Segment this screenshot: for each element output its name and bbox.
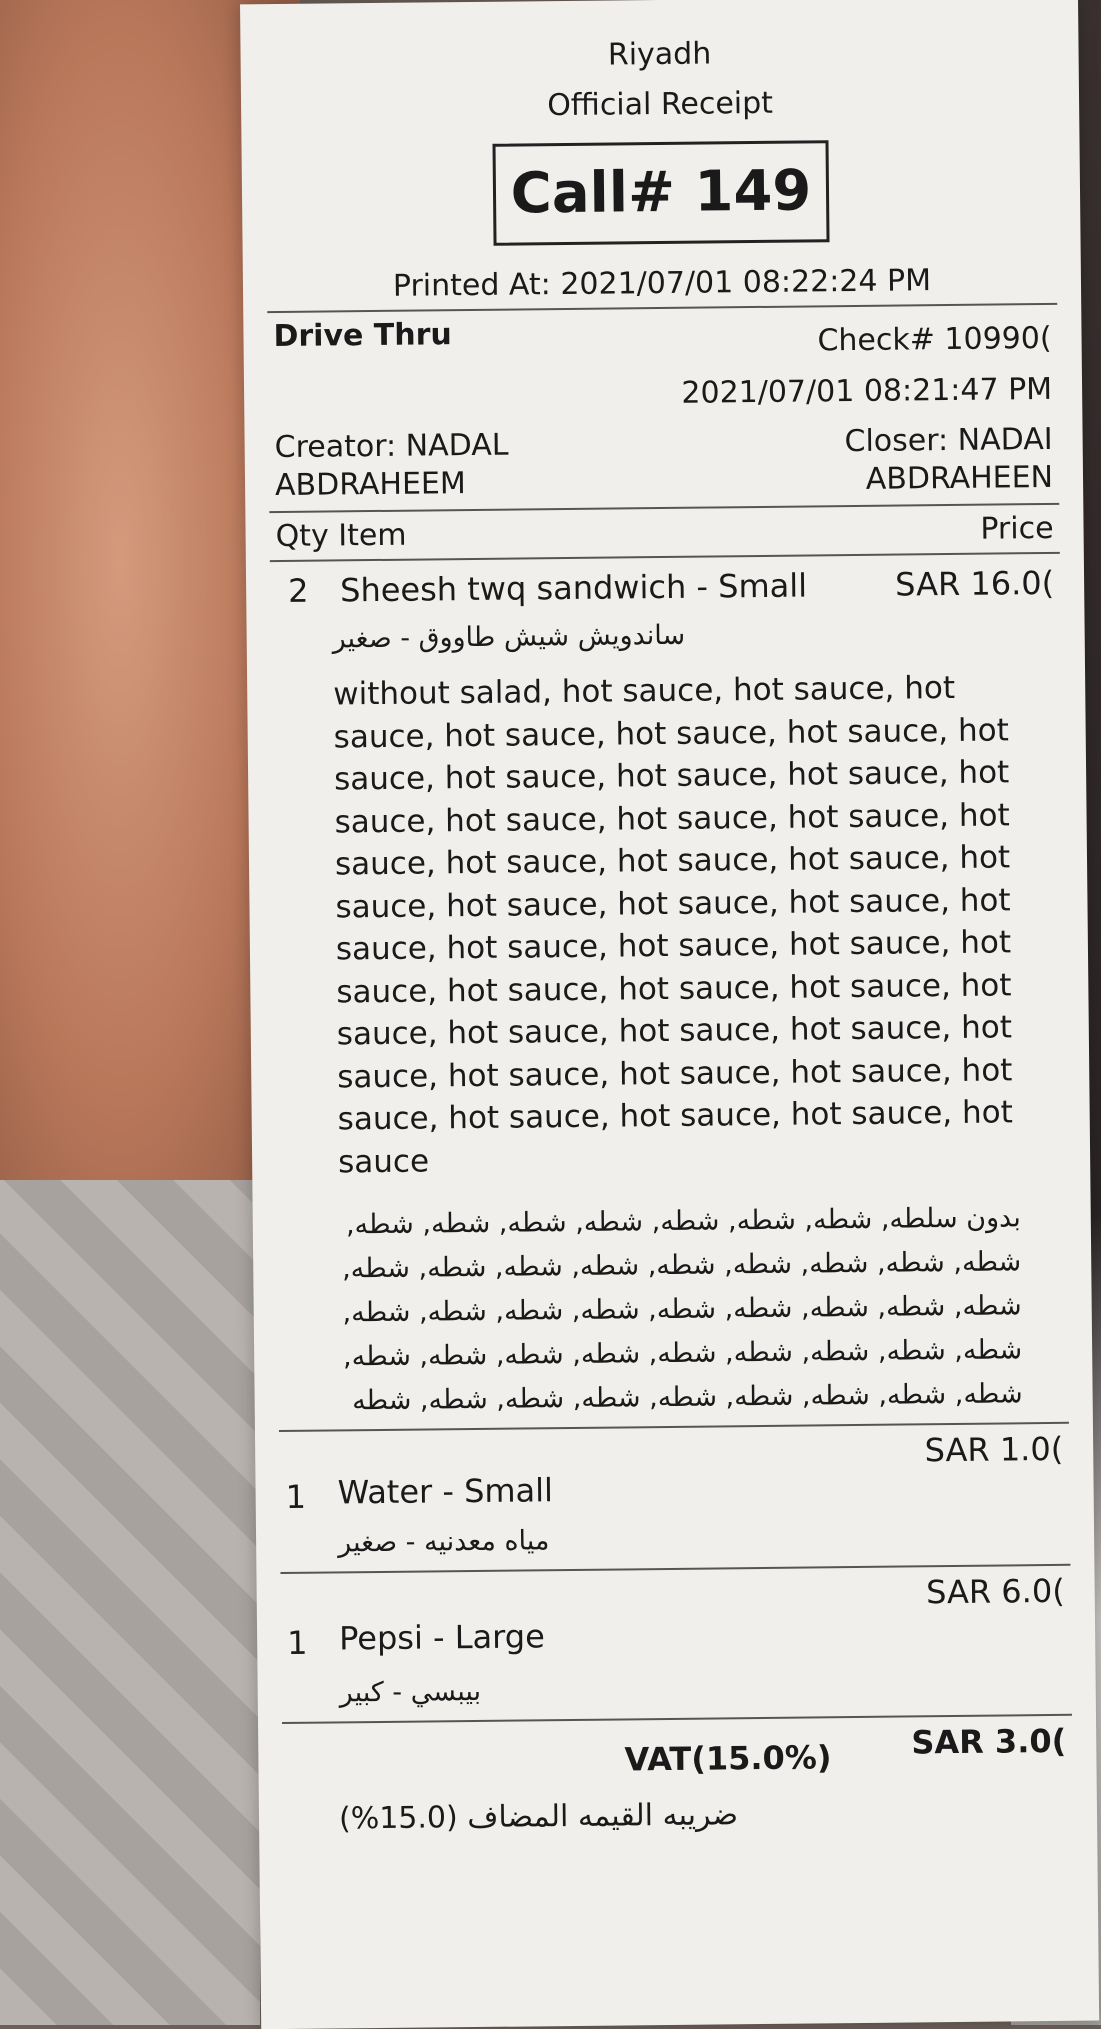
cloth-background [0,1180,260,2025]
item-arabic-name: ساندويش شيش طاووق - صغير [332,619,686,655]
vat-amount: SAR 3.0( [911,1721,1067,1762]
item-qty: 1 [285,1477,307,1516]
check-number: Check# 10990( [817,320,1052,359]
item-modifiers: without salad, hot sauce, hot sauce, hot sauce, hot sauce, hot sauce, hot sauce, hot sauce, hot sauce, hot sauce, hot sauce, hot sauce, hot sauce, hot sauce, hot sauce, hot sauce, hot sauce, hot sauce, hot sauce, hot sauce, hot sauce, hot sauce, hot sauce, hot sauce, hot sauce, hot sauce, hot sauce, hot sauce, hot sauce, hot sauce, hot sauce, hot sauce, hot sauce, hot sauce, hot sauce, hot sauce, hot sauce, hot sauce, hot sauce, hot sauce, hot sauce, hot sauce, hot sauce, hot sauce [333,669,1013,1180]
item-price: SAR 6.0( [925,1571,1065,1612]
order-meta-row [243,311,1081,365]
creator-name: ABDRAHEEM [274,466,466,504]
item-arabic-modifiers: بدون سلطه, شطه, شطه, شطه, شطه, شطه, شطه, شطه, شطه, شطه, شطه, شطه, شطه, شطه, شطه, شطه, شطه, شطه, شطه, شطه, شطه, شطه, شطه, شطه, شطه, شطه, شطه, شطه, شطه, شطه, شطه, شطه, شطه, شطه, شطه, شطه, شطه, شطه, شطه, شطه, شطه, شطه, شطه, شطه [341,1202,1023,1417]
divider [270,552,1060,562]
closer [844,421,1053,499]
receipt-heading: Official Receipt [547,85,774,124]
item-price: SAR 16.0( [894,563,1055,604]
staff-row [244,421,1083,506]
item-name: Pepsi - Large [338,1617,545,1658]
item-price: SAR 1.0( [924,1429,1064,1470]
vat-row [258,1722,1096,1783]
printed-at: Printed At: 2021/07/01 08:22:24 PM [392,263,932,304]
closer-name: ABDRAHEEN [865,459,1054,497]
column-price: Price [980,510,1054,547]
item-qty: 2 [287,571,309,610]
receipt-paper [240,0,1099,2029]
column-header-row [245,511,1083,555]
creator-label: Creator: NADAL [274,427,509,466]
closer-label: Closer: NADAI [844,421,1053,460]
creator [274,427,509,505]
item-name: Water - Small [337,1471,554,1512]
receipt-city: Riyadh [607,36,712,73]
line-item [257,1572,1096,1663]
line-item [246,564,1084,611]
check-datetime: 2021/07/01 08:21:47 PM [681,371,1053,411]
call-number-box: Call# 149 [492,140,829,246]
item-arabic-name: بيبسي - كبير [339,1675,482,1709]
item-qty: 1 [286,1623,308,1662]
column-qty-item: Qty Item [275,517,407,555]
item-name: Sheesh twq sandwich - Small [339,566,808,610]
item-arabic-name: مياه معدنيه - صغير [337,1525,550,1559]
order-type: Drive Thru [273,317,452,355]
vat-arabic-label: ضريبه القيمه المضاف (15.0%) [338,1797,739,1837]
line-item [255,1430,1094,1517]
vat-label: VAT(15.0%) [624,1738,832,1779]
check-datetime-row [244,372,1082,416]
